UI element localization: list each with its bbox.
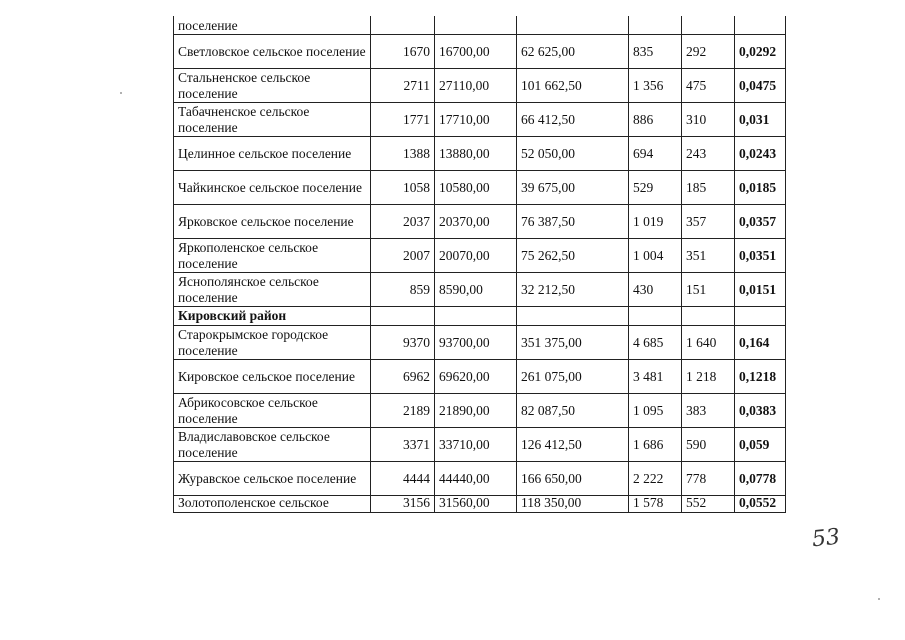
- settlement-name-cell: Золотополенское сельское: [174, 496, 371, 513]
- value-1-cell: 8590,00: [435, 273, 517, 307]
- value-2-cell: 82 087,50: [517, 394, 629, 428]
- value-1-cell: [435, 16, 517, 35]
- value-4-cell: [682, 16, 735, 35]
- table-row: [174, 394, 786, 428]
- coefficient-cell: 0,0552: [735, 496, 786, 513]
- table-row: [174, 428, 786, 462]
- settlement-name-cell: Журавское сельское поселение: [174, 462, 371, 496]
- population-cell: 1771: [371, 103, 435, 137]
- population-cell: 2037: [371, 205, 435, 239]
- value-2-cell: 166 650,00: [517, 462, 629, 496]
- coefficient-cell: 0,0778: [735, 462, 786, 496]
- table-row: [174, 137, 786, 171]
- value-1-cell: 10580,00: [435, 171, 517, 205]
- population-cell: 3156: [371, 496, 435, 513]
- value-4-cell: 310: [682, 103, 735, 137]
- value-4-cell: 185: [682, 171, 735, 205]
- value-2-cell: 52 050,00: [517, 137, 629, 171]
- table-row: [174, 462, 786, 496]
- value-1-cell: 27110,00: [435, 69, 517, 103]
- scan-speck: [120, 92, 122, 94]
- value-3-cell: [629, 16, 682, 35]
- coefficient-cell: 0,0292: [735, 35, 786, 69]
- coefficient-cell: 0,0351: [735, 239, 786, 273]
- district-header-row: [174, 307, 786, 326]
- value-1-cell: 31560,00: [435, 496, 517, 513]
- value-2-cell: [517, 307, 629, 326]
- value-1-cell: 16700,00: [435, 35, 517, 69]
- settlement-name-cell: Владиславовское сельское поселение: [174, 428, 371, 462]
- population-cell: 2711: [371, 69, 435, 103]
- settlement-name-cell: Целинное сельское поселение: [174, 137, 371, 171]
- value-2-cell: 66 412,50: [517, 103, 629, 137]
- value-3-cell: 1 019: [629, 205, 682, 239]
- coefficient-cell: 0,1218: [735, 360, 786, 394]
- value-2-cell: 62 625,00: [517, 35, 629, 69]
- value-4-cell: 778: [682, 462, 735, 496]
- value-4-cell: 292: [682, 35, 735, 69]
- value-1-cell: 17710,00: [435, 103, 517, 137]
- table-row: [174, 35, 786, 69]
- coefficient-cell: 0,0383: [735, 394, 786, 428]
- settlement-name-cell: Светловское сельское поселение: [174, 35, 371, 69]
- value-3-cell: 1 095: [629, 394, 682, 428]
- coefficient-cell: 0,0185: [735, 171, 786, 205]
- value-4-cell: 243: [682, 137, 735, 171]
- value-2-cell: 351 375,00: [517, 326, 629, 360]
- value-2-cell: 32 212,50: [517, 273, 629, 307]
- value-2-cell: 118 350,00: [517, 496, 629, 513]
- population-cell: [371, 307, 435, 326]
- settlement-name-cell: поселение: [174, 16, 371, 35]
- population-cell: 3371: [371, 428, 435, 462]
- settlements-table: [173, 16, 786, 513]
- coefficient-cell: 0,031: [735, 103, 786, 137]
- population-cell: 859: [371, 273, 435, 307]
- value-3-cell: 4 685: [629, 326, 682, 360]
- value-1-cell: 44440,00: [435, 462, 517, 496]
- population-cell: 2007: [371, 239, 435, 273]
- value-3-cell: [629, 307, 682, 326]
- value-2-cell: 76 387,50: [517, 205, 629, 239]
- value-2-cell: 39 675,00: [517, 171, 629, 205]
- settlement-name-cell: Яснополянское сельское поселение: [174, 273, 371, 307]
- coefficient-cell: [735, 16, 786, 35]
- table-row: [174, 360, 786, 394]
- settlement-name-cell: Табачненское сельское поселение: [174, 103, 371, 137]
- value-4-cell: 1 640: [682, 326, 735, 360]
- value-4-cell: 351: [682, 239, 735, 273]
- value-3-cell: 529: [629, 171, 682, 205]
- handwritten-page-number: 53: [810, 524, 842, 553]
- population-cell: 9370: [371, 326, 435, 360]
- value-4-cell: 1 218: [682, 360, 735, 394]
- settlement-name-cell: Кировское сельское поселение: [174, 360, 371, 394]
- table-row: [174, 239, 786, 273]
- value-2-cell: 101 662,50: [517, 69, 629, 103]
- coefficient-cell: 0,0151: [735, 273, 786, 307]
- value-3-cell: 430: [629, 273, 682, 307]
- table-row: [174, 496, 786, 513]
- value-4-cell: [682, 307, 735, 326]
- value-3-cell: 3 481: [629, 360, 682, 394]
- value-1-cell: 69620,00: [435, 360, 517, 394]
- value-3-cell: 835: [629, 35, 682, 69]
- coefficient-cell: 0,164: [735, 326, 786, 360]
- table-row: [174, 69, 786, 103]
- value-1-cell: 93700,00: [435, 326, 517, 360]
- settlement-name-cell: Ярковское сельское поселение: [174, 205, 371, 239]
- settlement-name-cell: Яркополенское сельское поселение: [174, 239, 371, 273]
- settlement-name-cell: Кировский район: [174, 307, 371, 326]
- settlement-name-cell: Старокрымское городское поселение: [174, 326, 371, 360]
- population-cell: 6962: [371, 360, 435, 394]
- value-4-cell: 590: [682, 428, 735, 462]
- value-3-cell: 1 686: [629, 428, 682, 462]
- coefficient-cell: 0,0243: [735, 137, 786, 171]
- coefficient-cell: [735, 307, 786, 326]
- value-1-cell: 21890,00: [435, 394, 517, 428]
- value-3-cell: 1 004: [629, 239, 682, 273]
- value-3-cell: 886: [629, 103, 682, 137]
- value-4-cell: 151: [682, 273, 735, 307]
- value-3-cell: 2 222: [629, 462, 682, 496]
- value-2-cell: 261 075,00: [517, 360, 629, 394]
- settlement-name-cell: Абрикосовское сельское поселение: [174, 394, 371, 428]
- value-4-cell: 383: [682, 394, 735, 428]
- settlement-name-cell: Стальненское сельское поселение: [174, 69, 371, 103]
- table-row: [174, 16, 786, 35]
- population-cell: [371, 16, 435, 35]
- table-row: [174, 103, 786, 137]
- value-4-cell: 552: [682, 496, 735, 513]
- value-4-cell: 475: [682, 69, 735, 103]
- value-2-cell: 126 412,50: [517, 428, 629, 462]
- value-1-cell: 33710,00: [435, 428, 517, 462]
- population-cell: 1670: [371, 35, 435, 69]
- value-2-cell: 75 262,50: [517, 239, 629, 273]
- value-1-cell: [435, 307, 517, 326]
- coefficient-cell: 0,059: [735, 428, 786, 462]
- value-1-cell: 20370,00: [435, 205, 517, 239]
- population-cell: 2189: [371, 394, 435, 428]
- scan-speck: [878, 598, 880, 600]
- table-row: [174, 273, 786, 307]
- value-3-cell: 1 356: [629, 69, 682, 103]
- value-3-cell: 694: [629, 137, 682, 171]
- population-cell: 1058: [371, 171, 435, 205]
- coefficient-cell: 0,0357: [735, 205, 786, 239]
- value-2-cell: [517, 16, 629, 35]
- settlement-name-cell: Чайкинское сельское поселение: [174, 171, 371, 205]
- population-cell: 1388: [371, 137, 435, 171]
- table-row: [174, 171, 786, 205]
- population-cell: 4444: [371, 462, 435, 496]
- table-row: [174, 205, 786, 239]
- table-row: [174, 326, 786, 360]
- coefficient-cell: 0,0475: [735, 69, 786, 103]
- value-1-cell: 20070,00: [435, 239, 517, 273]
- value-3-cell: 1 578: [629, 496, 682, 513]
- value-4-cell: 357: [682, 205, 735, 239]
- value-1-cell: 13880,00: [435, 137, 517, 171]
